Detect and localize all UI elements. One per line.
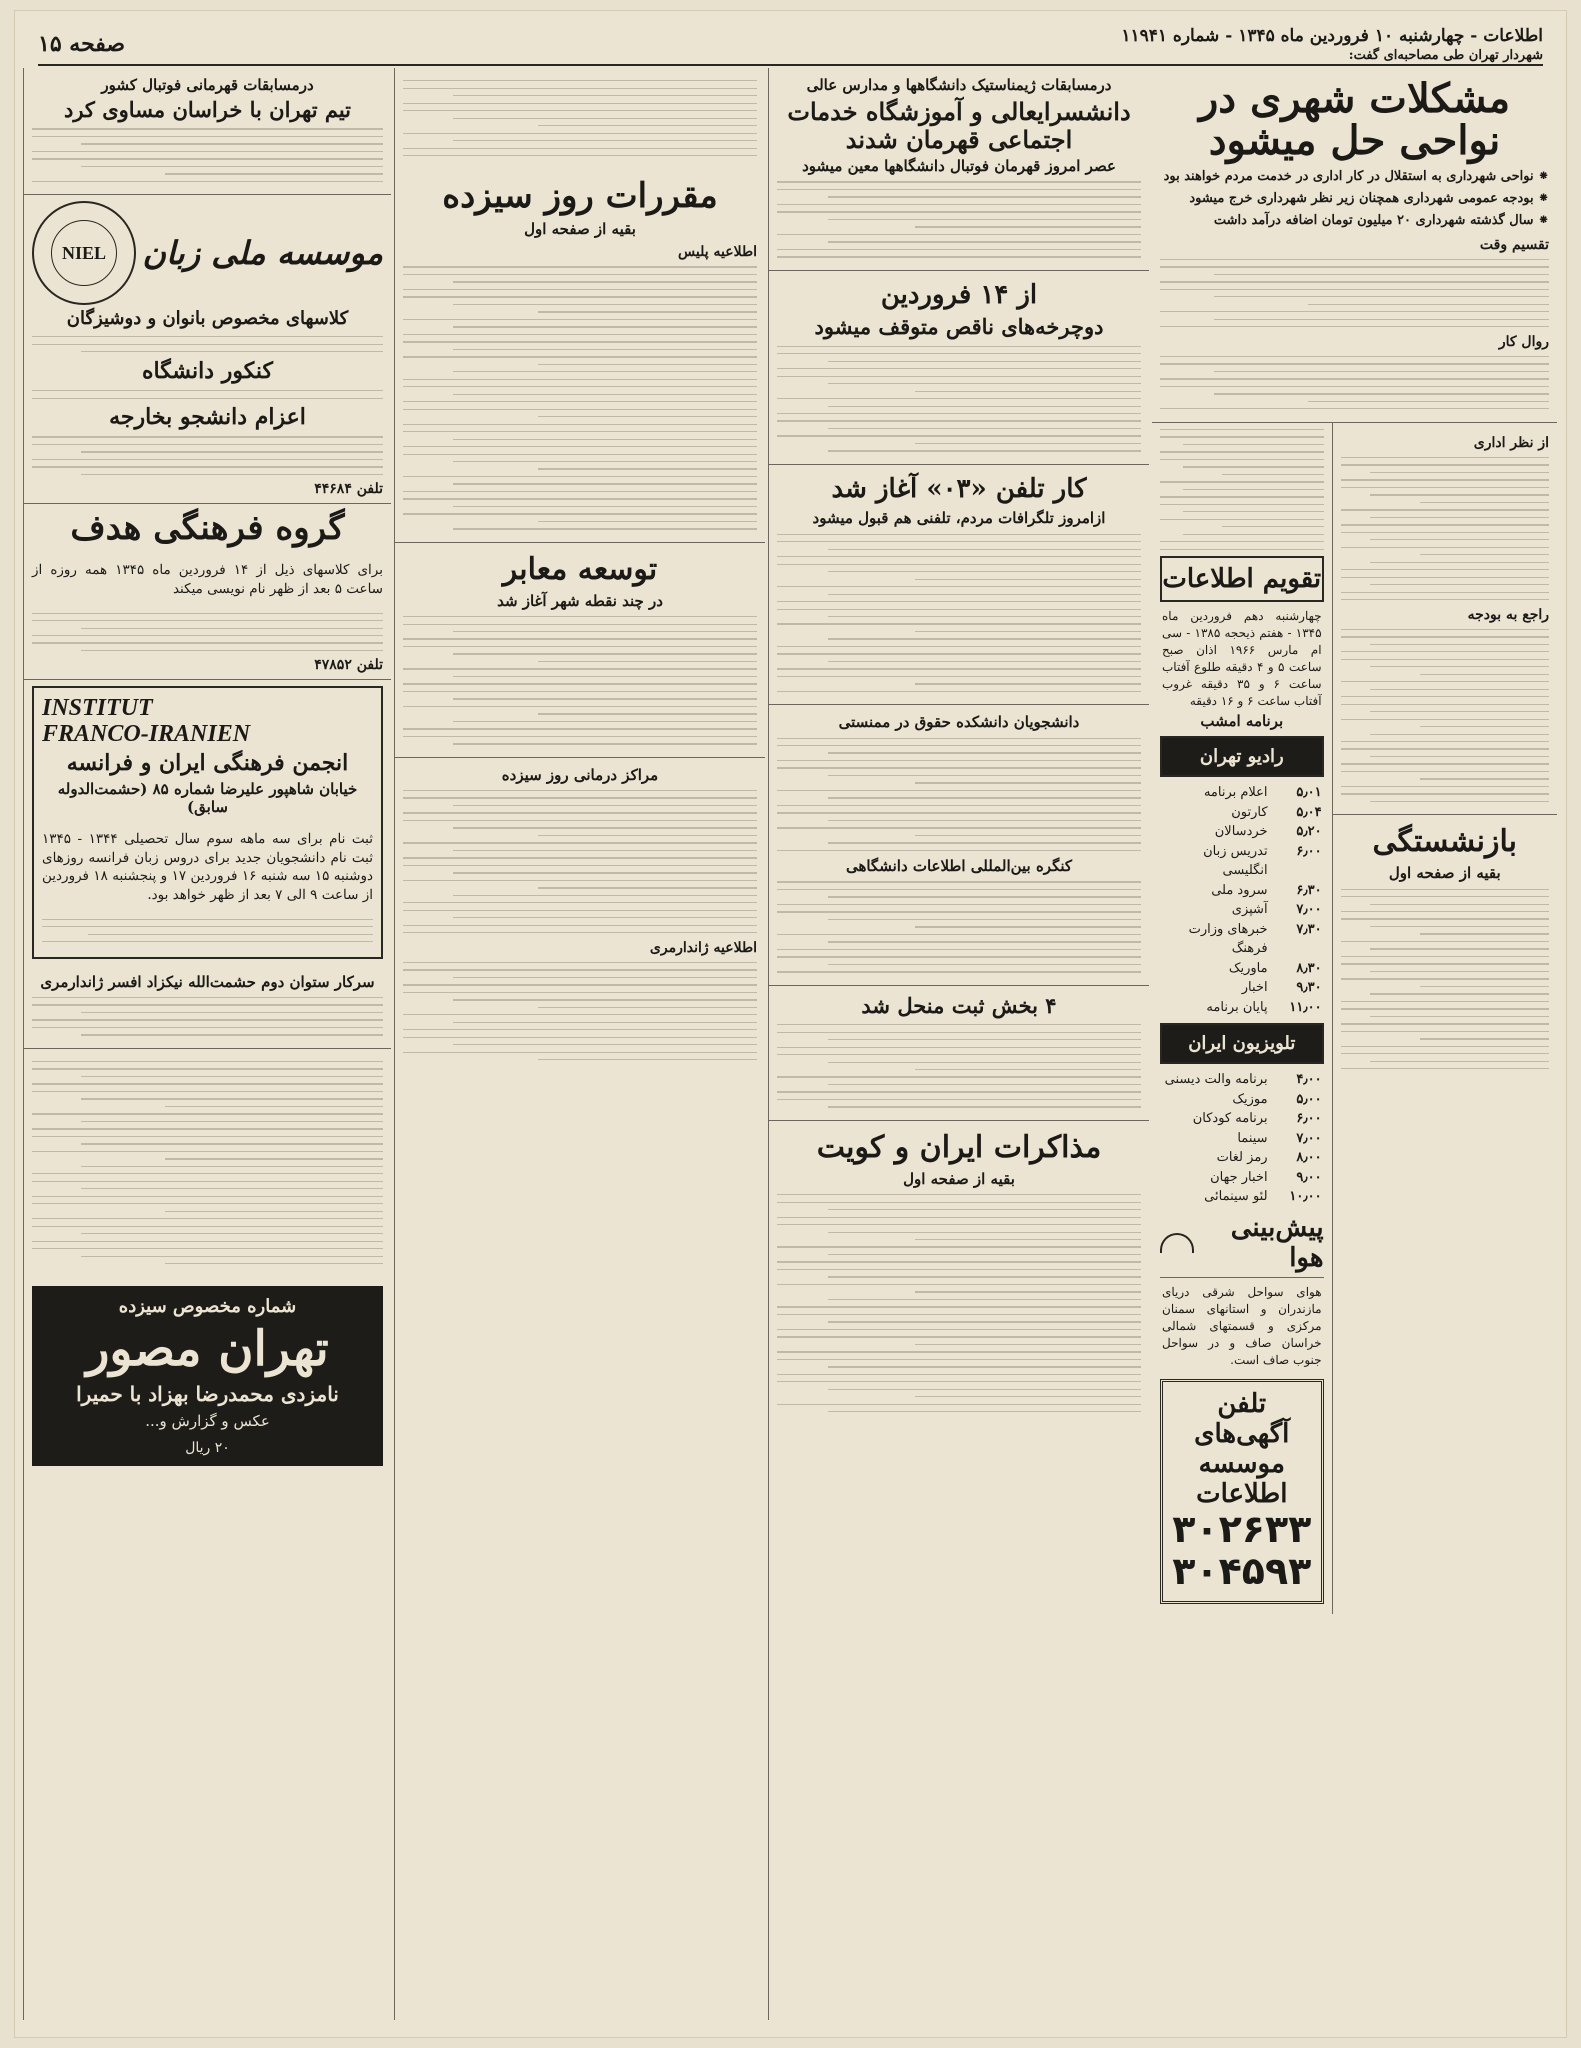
franco-text: ثبت نام برای سه ماهه سوم سال تحصیلی ۱۳۴۴ - ۱۳۴۵ ثبت نام دانشجویان جدید برای دروس زبان فرانسه روزهای دوشنبه ۱۵ سه شنبه ۱۶ فروردین ۱۷ و پنجشنبه ۱۸ فروردین از ساعت ۹ الی ۷ بعد از ظهر خواهد بود.: [42, 830, 373, 904]
franco-title-2: FRANCO-IRANIEN: [42, 720, 251, 747]
bicycle-title: از ۱۴ فروردین: [880, 279, 1038, 310]
weather-header: [1160, 1213, 1324, 1278]
roads-sub: در چند نقطه شهر آغاز شد: [497, 591, 663, 610]
registry-title: ۴ بخش ثبت منحل شد: [861, 992, 1057, 1018]
health-article: [395, 758, 765, 1073]
radio-label: رادیو تهران: [1160, 736, 1324, 777]
pension-sub: بقیه از صفحه اول: [1388, 864, 1501, 883]
program-item: ۵٫۰۱ اعلام برنامه: [1203, 785, 1322, 801]
hadaf-phone: تلفن ۴۷۸۵۲: [314, 657, 383, 674]
telephone-sub: ازامروز تلگرافات مردم، تلفنی هم قبول میشود: [812, 509, 1106, 528]
pension-title: بازنشستگی: [1372, 824, 1518, 860]
masthead: [38, 24, 1543, 66]
tv-program-list: [1152, 1070, 1332, 1207]
text-lines: [1160, 356, 1549, 410]
text-lines: [32, 336, 383, 352]
language-institute-ad: [24, 195, 391, 504]
text-lines: [32, 128, 383, 182]
program-item: ۱۱٫۰۰ پایان برنامه: [1206, 999, 1322, 1015]
bullet-3: ⁕ سال گذشته شهرداری ۲۰ میلیون تومان اضافه درآمد داشت: [1160, 212, 1549, 230]
program-item: ۹٫۳۰ اخبار: [1241, 980, 1322, 996]
text-lines: [32, 997, 383, 1036]
main-headline: مشکلات شهری در نواحی حل میشود: [1198, 75, 1511, 164]
health-title: مراکز درمانی روز سیزده: [501, 765, 659, 784]
almanac-text: چهارشنبه دهم فروردین ماه ۱۳۴۵ - هفتم ذیحجه ۱۳۸۵ - سی ام مارس ۱۹۶۶ اذان صبح ساعت ۵ و ۴ دقیقه طلوع آفتاب ساعت ۶ و ۳۵ دقیقه غروب آفتاب ساعت ۶ و ۱۶ دقیقه: [1162, 609, 1322, 709]
section-heading: تقسیم وقت: [1479, 236, 1549, 253]
weather-title: پیش‌بینی هوا: [1230, 1212, 1324, 1273]
franco-title-fa: انجمن فرهنگی ایران و فرانسه: [66, 749, 349, 776]
franco-iranian-ad: [32, 686, 383, 958]
hadaf-text: برای کلاسهای ذیل از ۱۴ فروردین ماه ۱۳۴۵ همه روزه از ساعت ۵ بعد از ظهر نام نویسی میکند: [32, 562, 383, 598]
text-lines: [32, 390, 383, 399]
roads-title: توسعه معابر: [502, 551, 658, 587]
franco-address: خیابان شاهپور علیرضا شماره ۸۵ (حشمت‌الدوله سابق): [57, 780, 358, 817]
text-lines: [403, 266, 757, 529]
football-head: درمسابقات قهرمانی فوتبال کشور: [101, 76, 314, 94]
exam-title: کنکور دانشگاه: [142, 357, 273, 384]
franco-title-1: INSTITUT: [42, 695, 153, 722]
gym-title: دانشسرایعالی و آموزشگاه خدمات اجتماعی قهرمان شدند: [787, 97, 1131, 154]
text-lines: [32, 613, 383, 652]
almanac-title: تقویم اطلاعات: [1160, 556, 1324, 602]
column-1-inner: [1332, 423, 1557, 1614]
pension-article: [1333, 815, 1557, 1081]
institute-seal-logo: NIEL: [32, 201, 136, 305]
telephone-title: کار تلفن «۰۳» آغاز شد: [831, 473, 1087, 504]
page-number: صفحه ۱۵: [38, 31, 126, 57]
text-lines: [777, 534, 1141, 692]
bicycle-article: [769, 271, 1149, 465]
program-item: ۱۰٫۰۰ لئو سینمائی: [1204, 1189, 1322, 1205]
institute-name: موسسه ملی زبان: [142, 233, 383, 272]
gendarmerie-heading: اطلاعیه ژاندارمری: [649, 939, 757, 956]
ad-phone-title: تلفن آگهی‌های موسسه اطلاعات: [1194, 1388, 1290, 1509]
program-item: ۷٫۰۰ سینما: [1237, 1130, 1322, 1146]
rules-article: [395, 169, 765, 543]
column-3: [394, 68, 765, 2020]
program-item: ۶٫۰۰ تدریس زبان انگلیسی: [1203, 843, 1322, 879]
program-item: ۵٫۰۴ کارتون: [1231, 804, 1322, 820]
bullet-1: ⁕ نواحی شهرداری به استقلال در کار اداری در خدمت مردم خواهند بود: [1160, 168, 1549, 186]
program-item: ۸٫۰۰ رمز لغات: [1216, 1150, 1322, 1166]
text-lines: [403, 80, 757, 156]
column-1: [1152, 68, 1557, 2020]
newspaper-page: [14, 10, 1567, 2038]
ad-phone-2: ۳۰۴۵۹۳: [1172, 1549, 1312, 1594]
weather-text: هوای سواحل شرقی دریای مازندران و استانهای سمنان مرکزی و قسمتهای شمالی خراسان صاف و در سواحل جنوب صاف است.: [1162, 1284, 1322, 1367]
football-title: تیم تهران با خراسان مساوی کرد: [63, 97, 352, 122]
text-lines: [403, 962, 757, 1061]
law-students-title: دانشجویان دانشکده حقوق در ممنستی: [838, 713, 1080, 732]
ad-headline: نامزدی محمدرضا بهزاد با حمیرا: [76, 1382, 339, 1407]
text-lines: [1341, 457, 1549, 601]
police-heading: اطلاعیه پلیس: [678, 244, 757, 261]
text-lines: [1341, 629, 1549, 802]
sun-icon: [1160, 1233, 1194, 1253]
tehran-mosavar-ad: [32, 1286, 383, 1466]
ad-phone-box: [1160, 1379, 1324, 1604]
roads-article: [395, 543, 765, 758]
text-lines: [1152, 429, 1332, 550]
program-item: ۶٫۰۰ برنامه کودکان: [1192, 1111, 1322, 1127]
headline-block: [1152, 68, 1557, 423]
text-lines: [777, 1024, 1141, 1108]
gym-sub: عصر امروز قهرمان فوتبال دانشگاهها معین میشود: [802, 157, 1116, 176]
masthead-info: اطلاعات - چهارشنبه ۱۰ فروردین ماه ۱۳۴۵ - شماره ۱۱۹۴۱: [1121, 25, 1543, 46]
program-item: ۷٫۰۰ آشپزی: [1231, 902, 1322, 918]
registry-article: [769, 986, 1149, 1121]
kuwait-title: مذاکرات ایران و کویت: [816, 1129, 1102, 1165]
text-lines: [403, 790, 757, 934]
text-lines: [42, 919, 373, 943]
tv-label: تلویزیون ایران: [1160, 1023, 1324, 1064]
telephone-article: [769, 465, 1149, 705]
gym-head: درمسابقات ژیمناستیک دانشگاهها و مدارس عالی: [806, 76, 1112, 94]
abroad-title: اعزام دانشجو بخارجه: [109, 403, 306, 430]
ad-special-issue: شماره مخصوص سیزده: [118, 1296, 297, 1318]
program-item: ۵٫۲۰ خردسالان: [1214, 824, 1322, 840]
masthead-sub: شهردار تهران طی مصاحبه‌ای گفت:: [1348, 47, 1543, 63]
kuwait-article: [769, 1121, 1149, 1425]
law-students-article: [769, 705, 1149, 985]
text-lines: [32, 1061, 383, 1264]
text-lines: [32, 436, 383, 475]
hadaf-title: گروه فرهنگی هدف: [70, 508, 345, 549]
tonight-title: برنامه امشب: [1200, 712, 1284, 731]
congress-title: کنگره بین‌المللی اطلاعات دانشگاهی: [845, 857, 1073, 876]
rules-sub: بقیه از صفحه اول: [524, 220, 636, 239]
institute-phone: تلفن ۴۴۶۸۴: [314, 481, 383, 498]
program-item: ۷٫۳۰ خبرهای وزارت فرهنگ: [1188, 921, 1322, 957]
gym-article: [769, 68, 1149, 271]
program-item: ۹٫۰۰ اخبار جهان: [1210, 1169, 1322, 1185]
text-lines: [777, 738, 1141, 852]
radio-program-list: [1152, 783, 1332, 1017]
ad-price: ۲۰ ریال: [185, 1440, 230, 1457]
hadaf-ad: [24, 504, 391, 680]
program-item: ۶٫۳۰ سرود ملی: [1211, 882, 1322, 898]
sidebar-almanac: [1152, 423, 1332, 1614]
column-4: [23, 68, 391, 2020]
program-item: ۸٫۳۰ ماوریک: [1228, 960, 1322, 976]
bullet-2: ⁕ بودجه عمومی شهرداری همچنان زیر نظر شهرداری خرج میشود: [1160, 190, 1549, 208]
text-lines: [777, 181, 1141, 257]
section-heading: از نظر اداری: [1473, 434, 1549, 451]
rules-title: مقررات روز سیزده: [442, 175, 718, 216]
text-lines: [1160, 259, 1549, 328]
bicycle-sub: دوچرخه‌های ناقص متوقف میشود: [814, 314, 1104, 340]
section-heading: راجع به بودجه: [1467, 606, 1549, 623]
text-lines: [777, 1194, 1141, 1412]
column-2: [768, 68, 1149, 2020]
text-lines: [777, 346, 1141, 452]
text-lines: [403, 616, 757, 745]
football-article: [24, 68, 391, 195]
section-heading: روال کار: [1498, 333, 1549, 350]
text-lines: [1341, 889, 1549, 1070]
ad-magazine-title: تهران مصور: [86, 1321, 329, 1378]
program-item: ۴٫۰۰ برنامه والت دیسنی: [1164, 1072, 1322, 1088]
spacer-block: [395, 68, 765, 169]
army-title: سرکار ستوان دوم حشمت‌الله نیکزاد افسر ژاندارمری: [40, 972, 375, 991]
misc-column: [24, 1049, 391, 1277]
text-lines: [777, 881, 1141, 972]
ad-phone-1: ۳۰۲۶۳۳: [1172, 1507, 1312, 1552]
women-classes: کلاسهای مخصوص بانوان و دوشیزگان: [66, 308, 349, 330]
army-notice: [24, 965, 391, 1049]
ad-tagline: عکس و گزارش و...: [145, 1412, 270, 1431]
program-item: ۵٫۰۰ موزیک: [1232, 1091, 1322, 1107]
kuwait-sub: بقیه از صفحه اول: [903, 1169, 1015, 1188]
